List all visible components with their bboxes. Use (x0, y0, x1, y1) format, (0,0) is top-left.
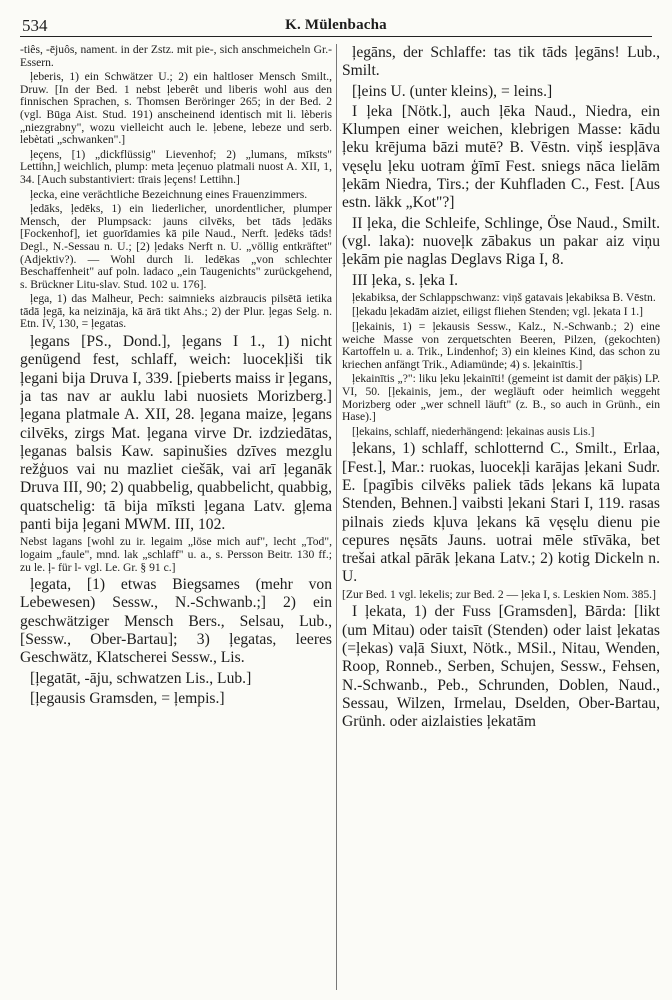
dictionary-entry: ļega, 1) das Malheur, Pech: saimnieks aizbraucis pilsētā ietika tādā ļegā, ka neizināja, kā ārā tikt Ahs.; 2) der Plur. ļegas Selg. n. Etn. IV, 130, = ļegatas. (20, 292, 332, 331)
dictionary-entry: Nebst lagans [wohl zu ir. legaim „löse mich auf", lecht „Tod", logaim „faule", mnd. lak „schlaff" u. a., s. Persson Beitr. 130 ff.; zu le. ļ- für l- vgl. Le. Gr. § 91 c.] (20, 535, 332, 574)
dictionary-entry: ļegāns, der Schlaffe: tas tik tāds ļegāns! Lub., Smilt. (342, 44, 660, 80)
dictionary-entry: [ļegausis Gramsden, = ļempis.] (30, 689, 225, 707)
dictionary-entry: ļekans, 1) schlaff, schlotternd C., Smilt., Erlaa, [Fest.], Mar.: ruokas, luocekļi karājas ļekani Sudr. E. [pagībis cilvēks paliek tāds ļekans kā lupata Stenden, Behnen.] vaibsti ļekani Stari I, 119. rasas pilnais zieds kļuva ļekans kā vęsęlu dienu pie cepures nęsāts Jauns. uotrai mēle stīvāka, bet trešai atkal pārāk ļekana Latv.; 2) kotig Dickeln n. U. (342, 440, 660, 586)
dictionary-entry: ļeçens, [1) „dickflüssig" Lievenhof; 2) „lumans, mīksts" Lettihn,] weichlich, plump: meta ļeçenuo platmali nuost A. XII, 1, 34. [Auch substantiviert: tīrais ļeçens! Lettihn.] (20, 147, 332, 186)
dictionary-entry: [ļekainis, 1) = ļekausis Sessw., Kalz., N.-Schwanb.; 2) eine weiche Masse von zerquetschten Beeren, Pilzen, (gekochten) Kartoffeln u. a. Trik., Lindenhof; 3) ein kleines Kind, das schon zu kriechen anfängt Trik., Adiamünde; 4) s. ļekainītis.] (342, 320, 660, 371)
dictionary-entry: ļedāks, ļedēks, 1) ein liederlicher, unordentlicher, plumper Mensch, der Plumpsack: jauns cilvēks, bet tāds ļedāks [Fockenhof], iet guorīdamies kā pile Naud., Nerft. ļedēks tāds! Degl., N.-Sessau n. U.; [2) ļedaks Nerft n. U. „völlig entkräftet" (Adjektiv?). — Wohl durch li. ledēkas „von schlechter Beschaffenheit" auf poln. ladaco „ein Taugenichts" zurückgehend, s. Brückner Litu-slav. Stud. 102 u. 176]. (20, 202, 332, 291)
dictionary-entry: [ļegatāt, -āju, schwatzen Lis., Lub.] (30, 669, 252, 687)
dictionary-entry: ļegata, [1) etwas Biegsames (mehr von Lebewesen) Sessw., N.-Schwanb.;] 2) ein geschwätziger Mensch Bers., Selsau, Lub., [Sessw., Ober-Bartau]; 3) ļegatas, leeres Geschwätz, Klatscherei Sessw., Lis. (20, 576, 332, 667)
dictionary-entry: ļegans [PS., Dond.], ļegans I 1., 1) nicht genügend fest, schlaff, weich: luocekļiši tik ļegani bija Druva I, 339. [pieberts maiss ir ļegans, ja tas nav ar auklu labi nuosiets Morizberg.] ļegana platmale A. XII, 28. ļegana maize, ļegans cilvēks, zirgs Mat. ļegana virve Dr. izdziedātas, ļeganas balsis Kaw. sapinušies dzīves mezglu režģuos vai nu mazliet ciešāk, vai arī ļeganāk Druva III, 90; 2) quabbelig, quabbelicht, quabbig, quatschelig: tā bija mīksti ļegana Latv. gļema panti bija ļegani MWM. III, 102. (20, 333, 332, 534)
dictionary-entry: [ļekadu ļekadām aiziet, eiligst fliehen Stenden; vgl. ļekata I 1.] (352, 305, 644, 319)
dictionary-entry: I ļekata, 1) der Fuss [Gramsden], Bārda: [likt (um Mitau) oder taisīt (Stenden) oder laist ļekatas (=ļekas) vaļā Siuxt, Nötk., MSil., Nitau, Wenden, Roop, Ronneb., Serben, Schujen, Sessw., Fehsen, N.-Schwanb., Peb., Schrunden, Doblen, Naud., Sessau, Wilzen, Irmelau, Dselden, Ober-Bartau, Grünh. oder aizlaisties ļekatām (342, 603, 660, 731)
dictionary-entry: [Zur Bed. 1 vgl. lekelis; zur Bed. 2 — ļeka I, s. Leskien Nom. 385.] (342, 587, 656, 601)
dictionary-entry: ļekabiksa, der Schlappschwanz: viņš gatavais ļekabiksa B. Vēstn. (352, 290, 656, 304)
dictionary-entry: III ļeka, s. ļeka I. (352, 271, 459, 289)
dictionary-entry: -tiês, -ējuôs, nament. in der Zstz. mit pie-, sich anschmeicheln Gr.-Essern. (20, 44, 332, 69)
page-number: 534 (22, 16, 48, 35)
column-divider (336, 44, 337, 990)
dictionary-entry: [ļeins U. (unter kleins), = leins.] (352, 82, 553, 100)
running-head: K. Mülenbacha (285, 17, 387, 33)
page-header (20, 14, 652, 37)
left-column (20, 44, 332, 992)
right-column (342, 44, 660, 992)
dictionary-entry: ļekainītis „?": liku ļeku ļekainīti! (gemeint ist damit der pāķis) LP. VI, 50. [ļekainis, jem., der wegläuft oder heimlich weggeht Morizberg oder „wer schnell läuft" (z. B., so auch in Grünh., ein Hase).] (342, 372, 660, 424)
dictionary-entry: II ļeka, die Schleife, Schlinge, Öse Naud., Smilt. (vgl. laka): nuoveļk zābakus un pakar aiz viņu ļekām pie naglas Deglavs Riga I, 8. (342, 214, 660, 269)
dictionary-entry: ļecka, eine verächtliche Bezeichnung eines Frauenzimmers. (30, 187, 308, 201)
dictionary-entry: I ļeka [Nötk.], auch ļēka Naud., Niedra, ein Klumpen einer weichen, klebrigen Masse: kādu ļeku krējuma bāzi mutē? B. Vēstn. viņš iespļāva vęsęlu ļeku uotram ģīmī Fest. sniegs nāca lielām ļekām Niedra, Tirs.; der Kuhfladen C., Fest. [Aus estn. läkk „Kot"?] (342, 102, 660, 212)
dictionary-entry: ļeberis, 1) ein Schwätzer U.; 2) ein haltloser Mensch Smilt., Druw. [In der Bed. 1 nebst ļeberêt und liberis wohl aus den finnischen Sprachen, s. Thomsen Beröringer 265; in der Bed. 2 (vgl. Būga Aist. Stud. 191) anscheinend identisch mit li. lèberis „niezgrabny", wozu vielleicht auch le. ļebene, lebeze und serb. lebètati „schwanken".] (20, 70, 332, 147)
dictionary-entry: [ļekains, schlaff, niederhängend: ļekainas ausis Lis.] (352, 424, 595, 438)
